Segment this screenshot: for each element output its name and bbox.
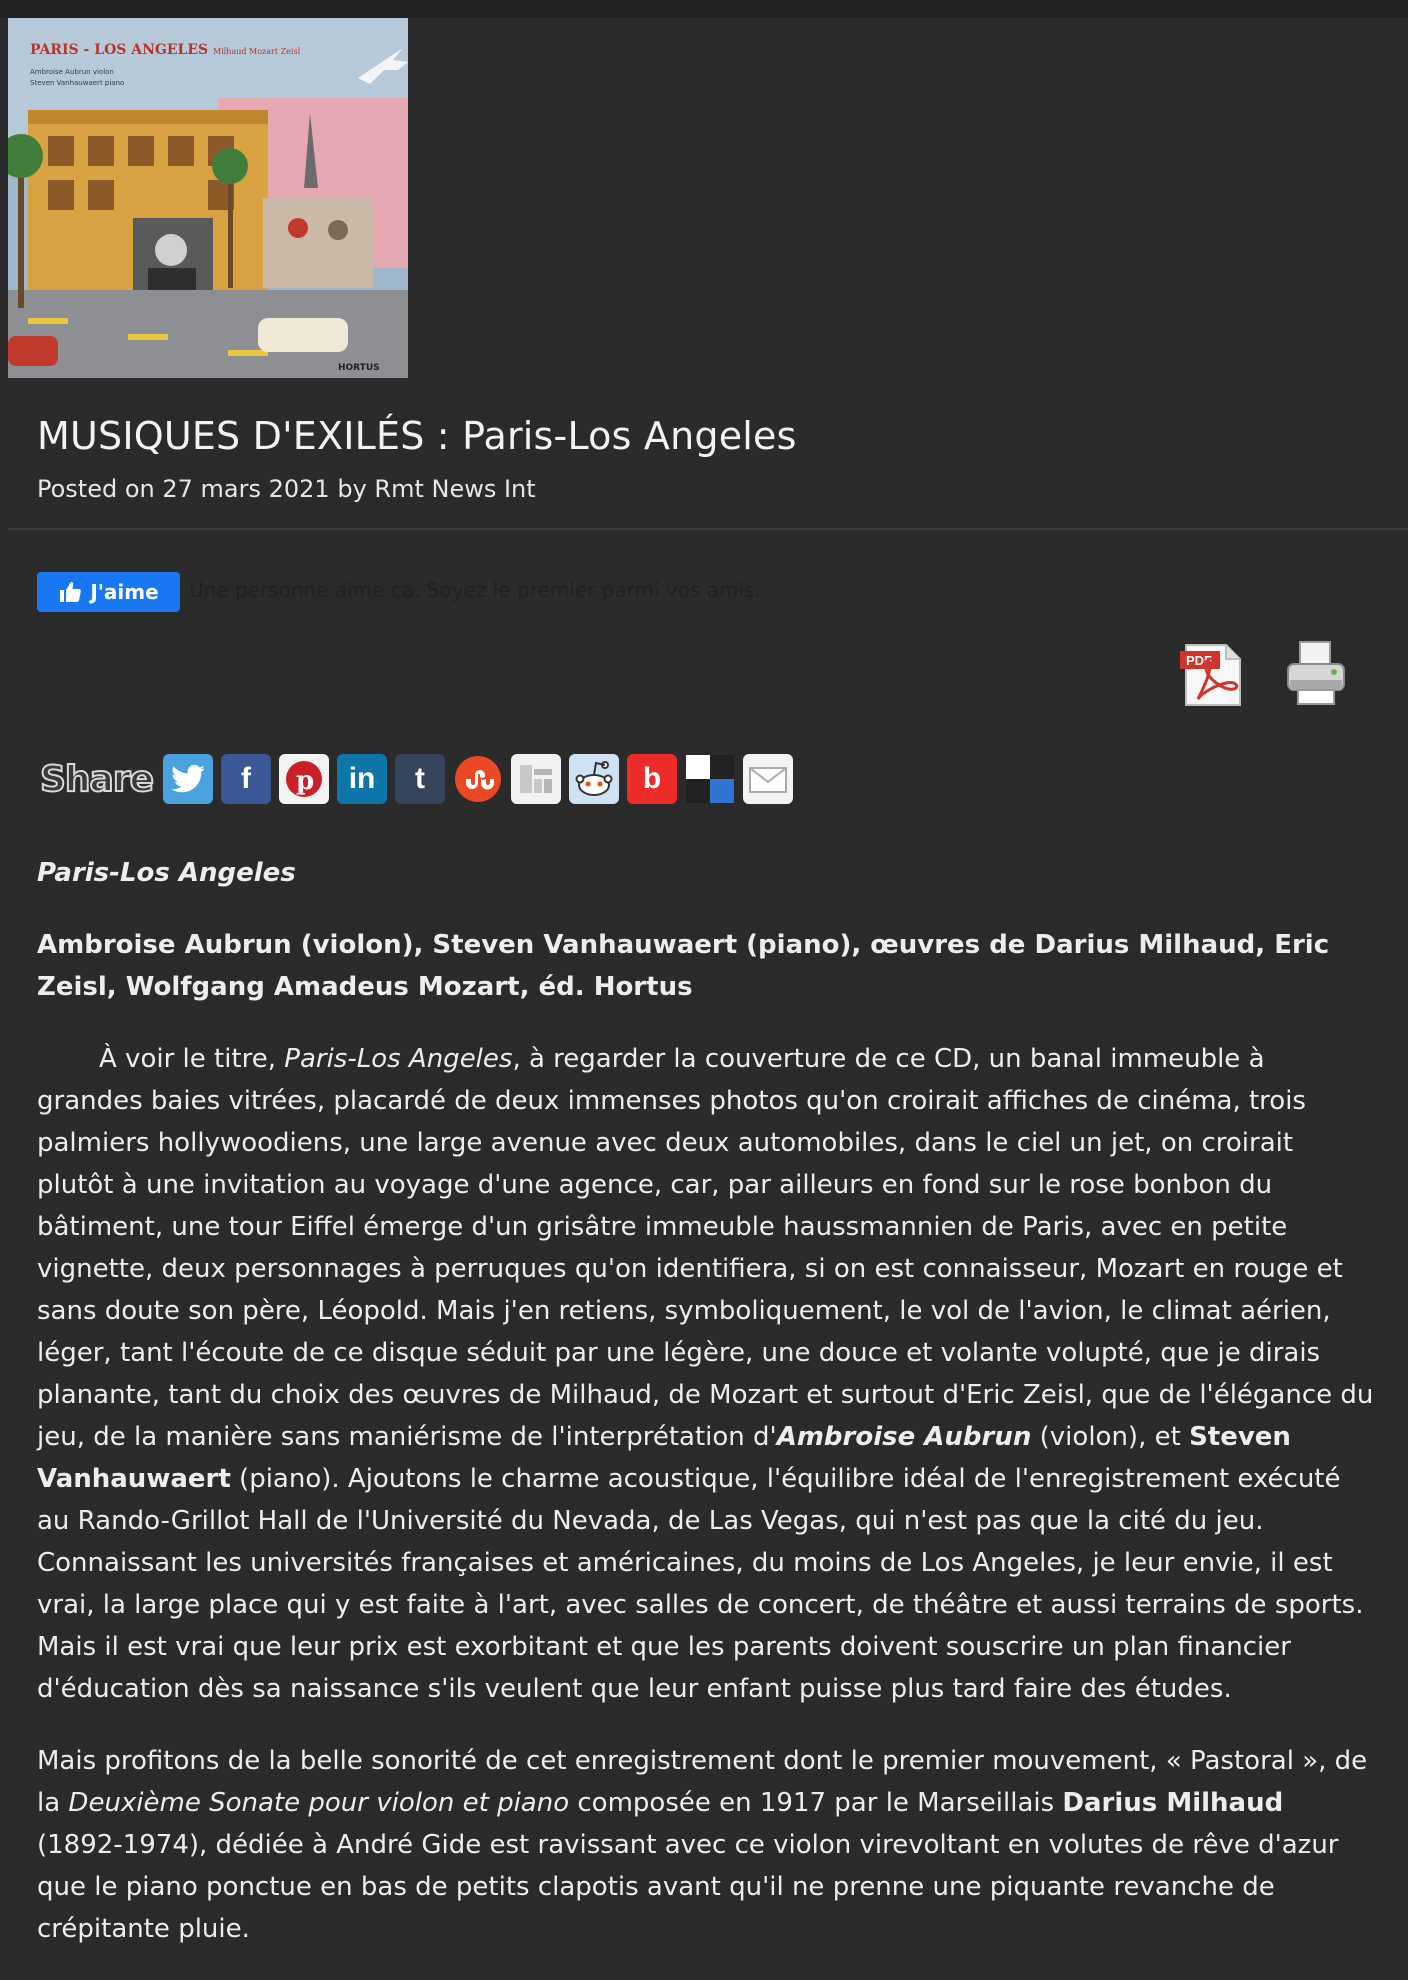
like-count-text: Une personne aime ça. Soyez le premier parmi vos amis. xyxy=(189,578,761,602)
article-paragraph-1 xyxy=(37,1038,1377,1710)
facebook-share-button[interactable] xyxy=(221,754,271,804)
linkedin-share-button[interactable] xyxy=(337,754,387,804)
header-divider xyxy=(8,528,1408,530)
email-share-button[interactable] xyxy=(743,754,793,804)
post-title: MUSIQUES D'EXILÉS : Paris-Los Angeles xyxy=(37,414,797,458)
delicious-share-button[interactable] xyxy=(685,754,735,804)
like-button-label: J'aime xyxy=(90,580,159,604)
text-run: (1892-1974), dédiée à André Gide est ravissant avec ce violon virevoltant en volutes de rêve d'azur que le piano ponctue en bas de petits clapotis avant qu'il ne prenne une piquante revanche de crépitante pluie. xyxy=(37,1830,1339,1944)
composer-name: Darius Milhaud xyxy=(1062,1788,1284,1818)
share-bar xyxy=(40,754,793,804)
facebook-icon: f xyxy=(241,762,252,795)
stumbleupon-icon xyxy=(454,755,502,803)
article-body xyxy=(37,852,1377,1980)
text-run: À voir le titre, xyxy=(99,1044,285,1074)
thumbs-up-icon xyxy=(58,580,82,604)
pianist-name: Steven Vanhauwaert xyxy=(37,1422,1291,1494)
pinterest-share-button[interactable] xyxy=(279,754,329,804)
printer-icon[interactable] xyxy=(1284,640,1348,712)
svg-text:p: p xyxy=(296,766,315,796)
pdf-icon[interactable] xyxy=(1180,643,1246,711)
tumblr-share-button[interactable] xyxy=(395,754,445,804)
tumblr-icon: t xyxy=(415,762,426,795)
cover-label: HORTUS xyxy=(338,363,380,373)
like-button[interactable] xyxy=(37,572,180,612)
cover-performer-2: Steven Vanhauwaert piano xyxy=(30,79,125,87)
album-title-ref: Paris-Los Angeles xyxy=(284,1044,513,1074)
album-title: Paris-Los Angeles xyxy=(37,858,296,888)
bebo-share-button[interactable] xyxy=(627,754,677,804)
twitter-share-button[interactable] xyxy=(163,754,213,804)
violinist-name: Ambroise Aubrun xyxy=(776,1422,1032,1452)
pdf-icon-label: PDF xyxy=(1186,653,1212,668)
album-cover[interactable] xyxy=(8,18,408,378)
digg-share-button[interactable] xyxy=(511,754,561,804)
stumbleupon-share-button[interactable] xyxy=(453,754,503,804)
cover-title: PARIS - LOS ANGELES xyxy=(30,42,209,58)
text-run: composée en 1917 par le Marseillais xyxy=(569,1788,1063,1818)
text-run: (piano). Ajoutons le charme acoustique, l'équilibre idéal de l'enregistrement exécuté au Rando-Grillot Hall de l'Université du Nevada, de Las Vegas, qui n'est pas que la cité du jeu. Connaissant les universités françaises et américaines, du moins de Los Angeles, je leur envie, il est vrai, la large place qui y est faite à l'art, avec salles de concert, de théâtre et aussi terrains de sports. Mais il est vrai que leur prix est exorbitant et que les parents doivent souscrire un plan financier d'éducation dès sa naissance s'ils veulent que leur enfant puisse plus tard faire des études. xyxy=(37,1464,1364,1704)
reddit-icon xyxy=(572,757,616,801)
album-cover-art xyxy=(8,18,408,378)
reddit-share-button[interactable] xyxy=(569,754,619,804)
post-meta: Posted on 27 mars 2021 by Rmt News Int xyxy=(37,475,536,503)
album-credits: Ambroise Aubrun (violon), Steven Vanhauwaert (piano), œuvres de Darius Milhaud, Eric Zeisl, Wolfgang Amadeus Mozart, éd. Hortus xyxy=(37,930,1330,1002)
envelope-icon xyxy=(748,764,788,794)
cover-composers: Milhaud Mozart Zeisl xyxy=(213,47,301,56)
text-run: Mais profitons de la belle sonorité de cet enregistrement dont le premier mouvement, « Pastoral », de la xyxy=(37,1746,1368,1818)
text-run: (violon), et xyxy=(1031,1422,1190,1452)
work-title: Deuxième Sonate pour violon et piano xyxy=(68,1788,570,1818)
text-run: , à regarder la couverture de ce CD, un banal immeuble à grandes baies vitrées, placardé de deux immenses photos qu'on croirait affiches de cinéma, trois palmiers hollywoodiens, une large avenue avec deux automobiles, dans le ciel un jet, on croirait plutôt à une invitation au voyage d'une agence, car, par ailleurs en fond sur le rose bonbon du bâtiment, une tour Eiffel émerge d'un grisâtre immeuble haussmannien de Paris, avec en petite vignette, deux personnages à perruques qu'on identifiera, si on est connaisseur, Mozart en rouge et sans doute son père, Léopold. Mais j'en retiens, symboliquement, le vol de l'avion, le climat aérien, léger, tant l'écoute de ce disque séduit par une légère, une douce et volante volupté, que je dirais planante, tant du choix des œuvres de Milhaud, de Mozart et surtout d'Eric Zeisl, que de l'élégance du jeu, de la manière sans maniérisme de l'interprétation d' xyxy=(37,1044,1374,1452)
delicious-icon xyxy=(686,755,734,803)
cover-performer-1: Ambroise Aubrun violon xyxy=(30,68,114,76)
twitter-icon xyxy=(171,765,205,793)
bebo-icon: b xyxy=(642,762,662,795)
article-paragraph-2 xyxy=(37,1740,1377,1950)
digg-icon xyxy=(516,761,556,797)
share-label: Share xyxy=(40,758,154,800)
linkedin-icon: in xyxy=(348,762,376,795)
pinterest-icon xyxy=(284,759,324,799)
top-bar xyxy=(0,0,1408,18)
